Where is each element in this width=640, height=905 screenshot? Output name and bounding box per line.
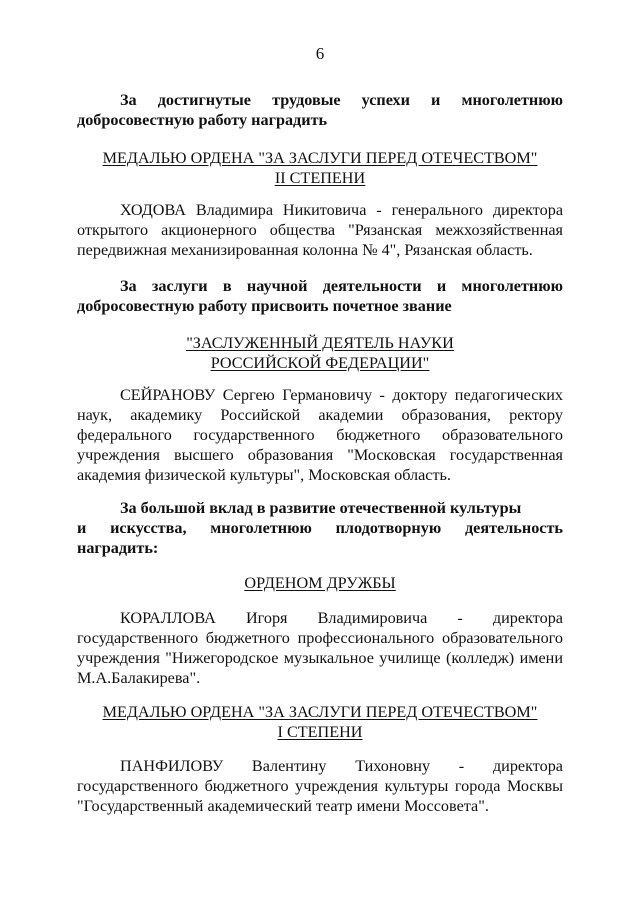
award-heading-medal-i xyxy=(0,702,640,742)
intro-word: За xyxy=(120,277,137,295)
award-intro-science xyxy=(77,276,563,316)
award-title-line: ОРДЕНОМ ДРУЖБЫ xyxy=(244,574,396,592)
intro-word: и xyxy=(436,277,447,295)
recipient-word: Валентину xyxy=(251,757,327,775)
recipient-description: государственного бюджетного профессионального образовательного учреждения "Нижегородское музыкальное училище (колледж) имени М.А.Балакирева". xyxy=(77,629,563,687)
intro-word: успехи xyxy=(361,91,410,109)
intro-word: плодотворную xyxy=(335,519,442,537)
award-heading-medal-ii xyxy=(0,148,640,188)
intro-word: За xyxy=(120,91,137,109)
award-intro-culture xyxy=(77,498,563,558)
intro-word: многолетнюю xyxy=(461,277,563,295)
intro-line: добросовестную работу присвоить почетное звание xyxy=(77,297,452,315)
intro-line: наградить: xyxy=(77,539,159,557)
recipient-word: директора xyxy=(492,757,563,775)
award-heading-order-friendship xyxy=(0,573,640,593)
intro-word: многолетнюю xyxy=(461,91,563,109)
award-heading-honored-scientist xyxy=(0,333,640,373)
recipient-word: Тихоновну xyxy=(355,757,431,775)
award-degree-line: II СТЕПЕНИ xyxy=(274,169,366,187)
award-title-line: "ЗАСЛУЖЕННЫЙ ДЕЯТЕЛЬ НАУКИ xyxy=(186,334,454,352)
recipient-word: Игоря xyxy=(245,609,288,627)
intro-word: научной xyxy=(246,277,308,295)
intro-word: заслуги xyxy=(151,277,208,295)
intro-word: и xyxy=(77,519,87,537)
intro-word: и xyxy=(431,91,441,109)
intro-word: искусства, xyxy=(110,519,187,537)
intro-word: многолетнюю xyxy=(210,519,312,537)
award-title-line: МЕДАЛЬЮ ОРДЕНА "ЗА ЗАСЛУГИ ПЕРЕД ОТЕЧЕСТВОМ" xyxy=(102,149,538,167)
recipient-panfilova xyxy=(77,756,563,816)
intro-word: деятельность xyxy=(464,519,563,537)
recipient-word: - xyxy=(457,609,463,627)
award-degree-line: I СТЕПЕНИ xyxy=(277,723,363,741)
intro-word: деятельности xyxy=(322,277,422,295)
award-title-line: МЕДАЛЬЮ ОРДЕНА "ЗА ЗАСЛУГИ ПЕРЕД ОТЕЧЕСТВОМ" xyxy=(102,703,538,721)
intro-line: добросовестную работу наградить xyxy=(77,111,328,129)
intro-line xyxy=(77,276,563,296)
recipient-khodov: ХОДОВА Владимира Никитовича - генерального директора открытого акционерного общества "Рязанская межхозяйственная передвижная механизированная колонна № 4", Рязанская область. xyxy=(77,201,563,259)
recipient-first-line xyxy=(77,756,563,776)
intro-line: За большой вклад в развитие отечественной культуры xyxy=(120,499,522,517)
recipient-seyranov: СЕЙРАНОВУ Сергею Германовичу - доктору педагогических наук, академику Российской академии образования, ректору федерального государственного бюджетного образовательного учреждения высшего образования "Московская государственная академия физической культуры", Московская область. xyxy=(77,386,563,484)
recipient-word: директора xyxy=(492,609,563,627)
recipient-word: - xyxy=(458,757,465,775)
award-intro-labor xyxy=(77,90,563,130)
award-title-line: РОССИЙСКОЙ ФЕДЕРАЦИИ" xyxy=(210,354,430,372)
page-number: 6 xyxy=(315,44,325,63)
recipient-word: ПАНФИЛОВУ xyxy=(120,757,224,775)
recipient-description: государственного бюджетного учреждения культуры города Москвы "Государственный академический театр имени Моссовета". xyxy=(77,777,563,815)
intro-word: трудовые xyxy=(272,91,341,109)
recipient-word: КОРАЛЛОВА xyxy=(120,609,216,627)
recipient-word: Владимировича xyxy=(317,609,428,627)
intro-line xyxy=(77,518,563,538)
intro-line xyxy=(77,90,563,110)
recipient-first-line xyxy=(77,608,563,628)
recipient-korallov xyxy=(77,608,563,688)
intro-word: в xyxy=(222,277,232,295)
intro-word: достигнутые xyxy=(157,91,251,109)
